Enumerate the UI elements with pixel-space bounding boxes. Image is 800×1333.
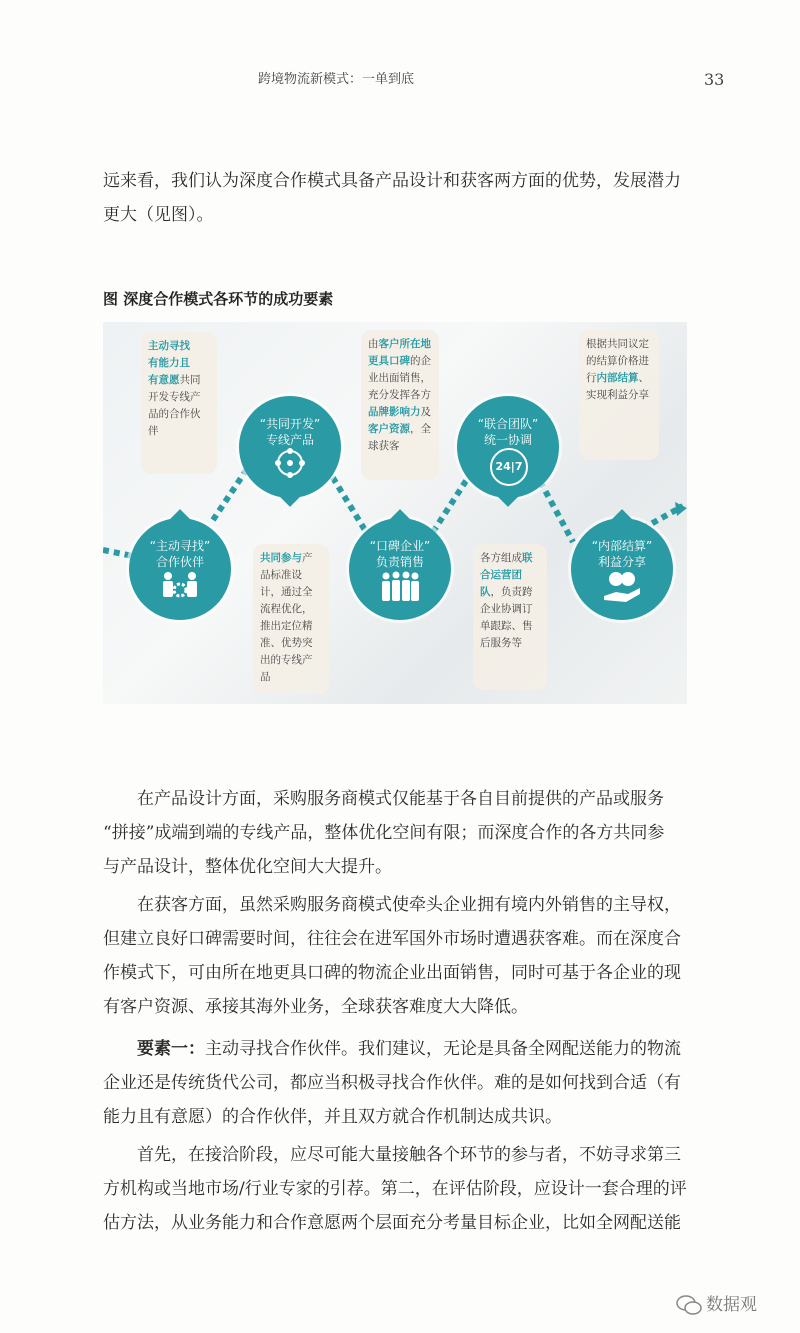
factor-circle-2 xyxy=(239,396,341,498)
running-header-title: 跨境物流新模式：一单到底 xyxy=(258,72,415,87)
group-people-icon xyxy=(380,570,420,604)
text-line: 能力且有意愿）的合作伙伴，并且双方就合作机制达成共识。 xyxy=(103,1107,562,1127)
factor-circle-1 xyxy=(129,518,231,620)
watermark-text: 数据观 xyxy=(706,1295,757,1315)
highlight-text: 共同参与 xyxy=(260,552,302,564)
body-paragraph-4 xyxy=(103,1138,695,1240)
highlight-text: 有能力且 xyxy=(148,357,190,369)
factor-label: 要素一： xyxy=(137,1039,205,1059)
text-line: 有客户资源、承接其海外业务，全球获客难度大大降低。 xyxy=(103,997,528,1017)
body-paragraph-2 xyxy=(103,888,695,1024)
page-number: 33 xyxy=(704,70,725,89)
body-paragraph-3 xyxy=(103,1032,695,1134)
circle-subtitle: 合作伙伴 xyxy=(155,555,204,569)
text-line: 在产品设计方面，采购服务商模式仅能基于各自目前提供的产品或服务 xyxy=(137,789,664,809)
highlight-text: 有意愿 xyxy=(148,374,180,386)
text-line: 更大（见图）。 xyxy=(103,205,214,225)
text-line: 与产品设计，整体优化空间大大提升。 xyxy=(103,857,392,877)
circle-subtitle: 统一协调 xyxy=(483,433,532,447)
card-text: ，负责跨企业协调订单跟踪、售后服务等 xyxy=(480,586,533,649)
factor-circle-5 xyxy=(571,518,673,620)
body-paragraph-1 xyxy=(103,782,695,884)
figure-caption: 图 深度合作模式各环节的成功要素 xyxy=(103,290,334,308)
text-line: 企业还是传统货代公司，都应当积极寻找合作伙伴。难的是如何找到合适（有 xyxy=(103,1073,681,1093)
text-line: “拼接”成端到端的专线产品，整体优化空间有限；而深度合作的各方共同参 xyxy=(103,823,665,843)
card-text: 产品标准设计，通过全流程优化，推出定位精准、优势突出的专线产品 xyxy=(260,552,313,683)
circle-subtitle: 专线产品 xyxy=(265,433,314,447)
success-factors-figure xyxy=(103,322,687,704)
factor-card-3 xyxy=(361,330,439,480)
text-line: 首先，在接洽阶段，应尽可能大量接触各个环节的参与者，不妨寻求第三 xyxy=(137,1145,681,1165)
circle-subtitle: 负责销售 xyxy=(375,555,424,569)
circle-title: “内部结算” xyxy=(591,539,653,553)
card-text: 根据共同议定的结算价格进行 xyxy=(586,338,649,384)
circle-subtitle: 利益分享 xyxy=(597,555,646,569)
card-text: 共同开发专线产品的合作伙伴 xyxy=(148,374,201,437)
network-people-icon xyxy=(270,448,310,482)
highlight-text: 联合运营团队 xyxy=(480,552,533,598)
highlight-text: 客户资源 xyxy=(368,423,410,435)
highlight-text: 主动寻找 xyxy=(148,340,190,352)
text-line: 但建立良好口碑需要时间，往往会在进军国外市场时遭遇获客难。而在深度合 xyxy=(103,929,681,949)
card-text: 及 xyxy=(420,406,431,418)
text-line: 作模式下，可由所在地更具口碑的物流企业出面销售，同时可基于各企业的现 xyxy=(103,963,681,983)
circle-title: “共同开发” xyxy=(259,417,321,431)
factor-card-1 xyxy=(141,332,217,474)
card-text: 的企业出面销售，充分发挥各方 xyxy=(368,355,431,401)
text-line: 方机构或当地市场/行业专家的引荐。第二，在评估阶段，应设计一套合理的评 xyxy=(103,1179,687,1199)
text-line: 远来看，我们认为深度合作模式具备产品设计和获客两方面的优势，发展潜力 xyxy=(103,171,681,191)
text-line: 估方法，从业务能力和合作意愿两个层面充分考量目标企业，比如全网配送能 xyxy=(103,1213,681,1233)
watermark xyxy=(676,1290,757,1315)
highlight-text: 客户所在地更具口碑 xyxy=(368,338,431,367)
factor-circle-3 xyxy=(349,518,451,620)
24-7-icon: 24|7 xyxy=(490,448,528,486)
text-line: 在获客方面，虽然采购服务商模式使牵头企业拥有境内外销售的主导权， xyxy=(137,895,681,915)
card-text: 各方组成 xyxy=(480,552,522,564)
card-text: ，全球获客 xyxy=(368,423,431,452)
card-text: 、实现利益分享 xyxy=(586,372,649,401)
factor-card-4 xyxy=(473,544,547,690)
intro-paragraph xyxy=(103,164,695,232)
wechat-icon xyxy=(676,1295,702,1315)
factor-card-2 xyxy=(253,544,329,694)
people-gears-icon xyxy=(160,570,200,604)
highlight-text: 品牌影响力 xyxy=(368,406,421,418)
card-text: 由 xyxy=(368,338,379,350)
money-hand-icon xyxy=(602,570,642,604)
factor-circle-4 xyxy=(457,396,559,498)
highlight-text: 内部结算 xyxy=(596,372,639,384)
circle-title: “联合团队” xyxy=(477,417,539,431)
circle-title: “主动寻找” xyxy=(149,539,211,553)
circle-title: “口碑企业” xyxy=(369,539,431,553)
text-line: 主动寻找合作伙伴。我们建议，无论是具备全网配送能力的物流 xyxy=(205,1039,681,1059)
factor-card-5 xyxy=(579,330,659,460)
